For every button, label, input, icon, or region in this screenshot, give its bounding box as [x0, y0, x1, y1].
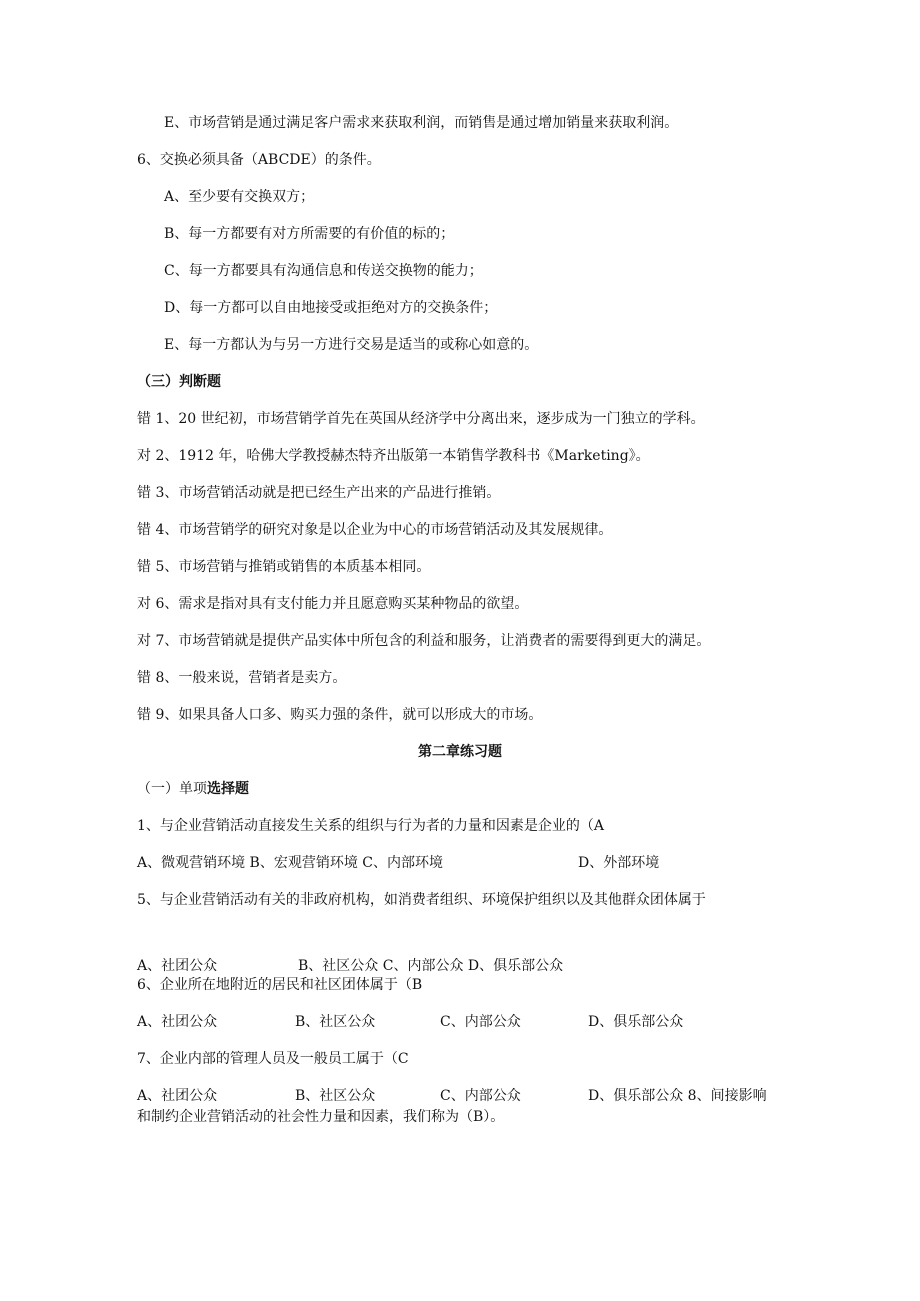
judgement-item: 错 8、一般来说，营销者是卖方。: [137, 670, 347, 686]
ch2-q1-options-abc: A、微观营销环境 B、宏观营销环境 C、内部环境: [137, 855, 444, 871]
ch2-q6-option-b: B、社区公众: [295, 1014, 376, 1030]
ch2-q1-option-d: D、外部环境: [578, 855, 660, 871]
judgement-item: 对 7、市场营销就是提供产品实体中所包含的利益和服务，让消费者的需要得到更大的满足。: [137, 633, 711, 649]
ch2-q1: 1、与企业营销活动直接发生关系的组织与行为者的力量和因素是企业的（A: [137, 818, 605, 834]
judgement-item: 错 5、市场营销与推销或销售的本质基本相同。: [137, 559, 431, 575]
judgement-item: 错 1、20 世纪初，市场营销学首先在英国从经济学中分离出来，逐步成为一门独立的学科。: [137, 411, 705, 427]
ch2-q7: 7、企业内部的管理人员及一般员工属于（C: [137, 1051, 409, 1067]
q6-option-c: C、每一方都要具有沟通信息和传送交换物的能力；: [164, 263, 483, 279]
ch2-q7-option-d-q8: D、俱乐部公众 8、间接影响: [588, 1088, 767, 1104]
q6-option-a: A、至少要有交换双方；: [164, 189, 315, 205]
ch2-q6: 6、企业所在地附近的居民和社区团体属于（B: [137, 977, 423, 993]
q6-option-d: D、每一方都可以自由地接受或拒绝对方的交换条件；: [164, 300, 498, 316]
q6-option-b: B、每一方都要有对方所需要的有价值的标的；: [164, 226, 455, 242]
ch2-q6-option-a: A、社团公众: [137, 1014, 218, 1030]
judgement-item: 对 6、需求是指对具有支付能力并且愿意购买某种物品的欲望。: [137, 596, 529, 612]
judgement-item: 错 9、如果具备人口多、购买力强的条件，就可以形成大的市场。: [137, 707, 543, 723]
ch2-q7-option-c: C、内部公众: [440, 1088, 521, 1104]
q6-option-e: E、每一方都认为与另一方进行交易是适当的或称心如意的。: [164, 337, 539, 353]
judgement-item: 错 4、市场营销学的研究对象是以企业为中心的市场营销活动及其发展规律。: [137, 522, 613, 538]
ch2-q7-option-a: A、社团公众: [137, 1088, 218, 1104]
judgement-item: 错 3、市场营销活动就是把已经生产出来的产品进行推销。: [137, 485, 501, 501]
section-heading: [137, 779, 249, 799]
ch2-q6-option-d: D、俱乐部公众: [588, 1014, 684, 1030]
section-heading-bold: 选择题: [207, 781, 249, 797]
q5-option-e: E、市场营销是通过满足客户需求来获取利润，而销售是通过增加销量来获取利润。: [164, 115, 679, 131]
judgement-heading: （三）判断题: [137, 374, 221, 390]
ch2-q6-option-c: C、内部公众: [440, 1014, 521, 1030]
ch2-q5: 5、与企业营销活动有关的非政府机构，如消费者组织、环境保护组织以及其他群众团体属于: [137, 892, 706, 908]
ch2-q5-options-bcd: B、社区公众 C、内部公众 D、俱乐部公众: [298, 958, 564, 974]
section-heading-plain: （一）单项: [137, 781, 207, 797]
ch2-q7-option-b: B、社区公众: [295, 1088, 376, 1104]
chapter-title: 第二章练习题: [418, 744, 502, 760]
q6-question: 6、交换必须具备（ABCDE）的条件。: [137, 152, 381, 168]
ch2-q5-option-a: A、社团公众: [137, 958, 218, 974]
judgement-item: 对 2、1912 年，哈佛大学教授赫杰特齐出版第一本销售学教科书《Marketing》。: [137, 448, 650, 464]
ch2-q8-continuation: 和制约企业营销活动的社会性力量和因素，我们称为（B）。: [137, 1109, 505, 1125]
